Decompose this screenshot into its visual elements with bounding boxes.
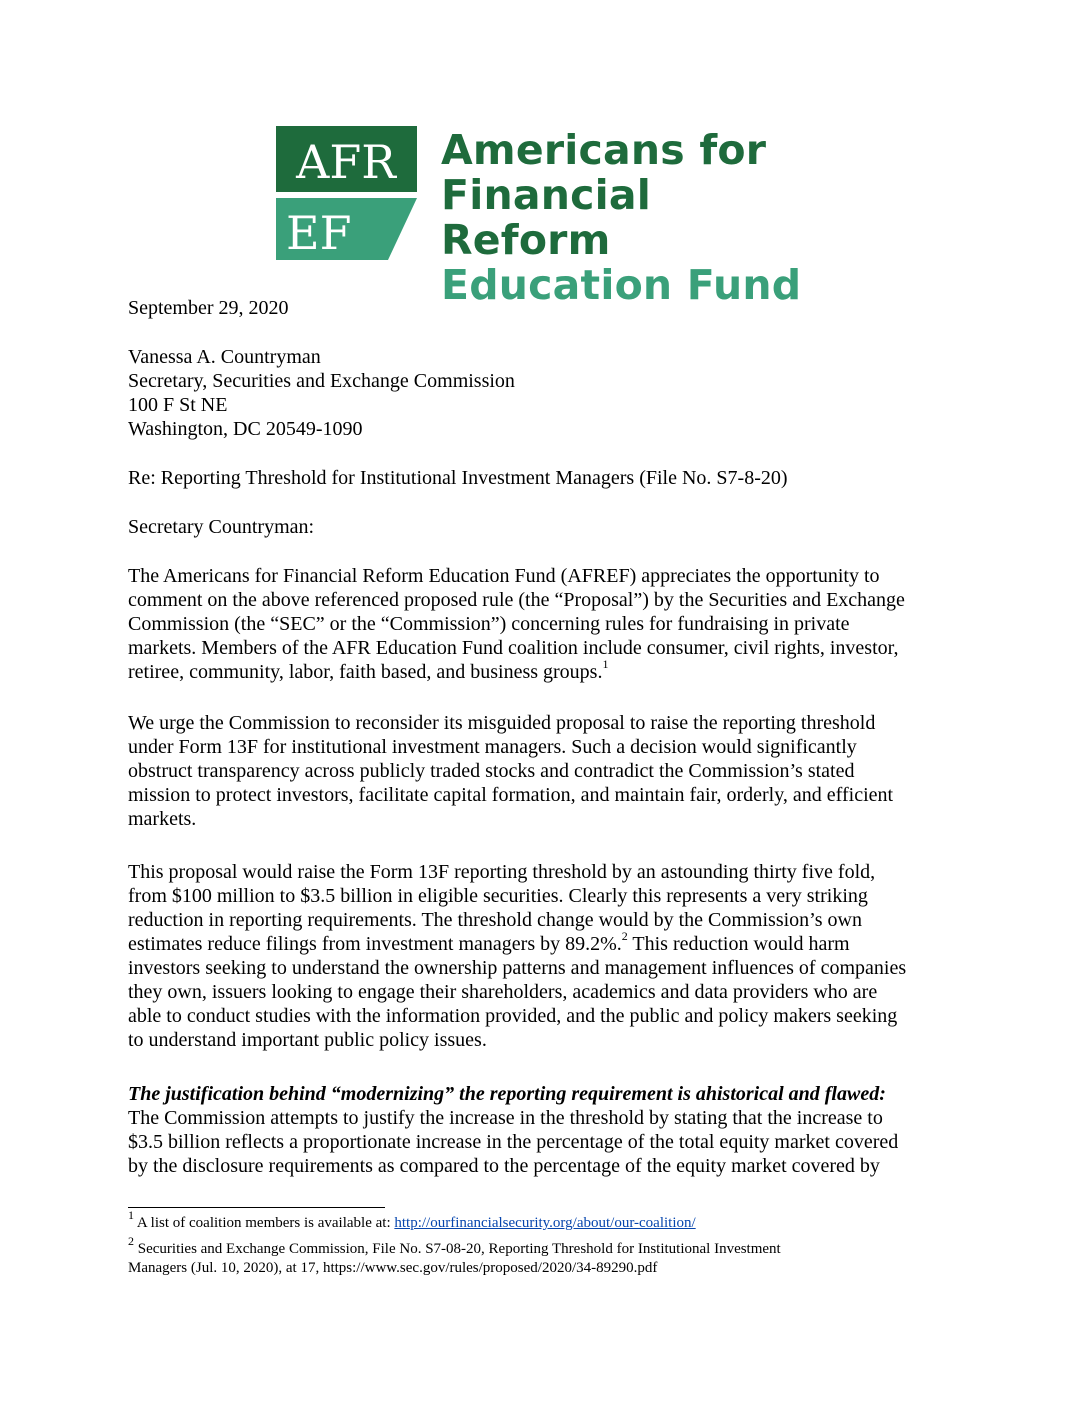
text-line: This proposal would raise the Form 13F reporting threshold by an astounding thirty five fold, — [128, 861, 876, 883]
afr-logo — [276, 126, 816, 309]
text-line: comment on the above referenced proposed rule (the “Proposal”) by the Securities and Exchange — [128, 589, 905, 611]
text-line — [128, 657, 968, 684]
text-line: The Americans for Financial Reform Education Fund (AFREF) appreciates the opportunity to — [128, 565, 880, 587]
text-line: able to conduct studies with the information provided, and the public and policy makers seeking — [128, 1005, 898, 1027]
paragraph-threshold — [128, 860, 968, 1052]
addressee-block — [128, 345, 968, 441]
footnote-line — [128, 1234, 968, 1259]
text-line: investors seeking to understand the ownership patterns and management influences of companies — [128, 957, 907, 979]
footnote-1 — [128, 1208, 968, 1233]
text-line: they own, issuers looking to engage their shareholders, academics and data providers who are — [128, 981, 878, 1003]
footnote-ref-1[interactable]: 1 — [602, 657, 609, 672]
logo-line-education-fund: Education Fund — [441, 261, 802, 309]
logo-afr-text: AFR — [296, 135, 396, 189]
paragraph-intro — [128, 564, 968, 684]
salutation: Secretary Countryman: — [128, 516, 315, 538]
text-line: $3.5 billion reflects a proportionate increase in the percentage of the total equity market covered — [128, 1131, 899, 1153]
addressee-line: Vanessa A. Countryman — [128, 346, 321, 368]
addressee-line: Secretary, Securities and Exchange Commission — [128, 370, 515, 392]
section-justification — [128, 1082, 968, 1178]
text-line-content: estimates reduce filings from investment managers by 89.2%. — [128, 933, 622, 955]
footnote-divider — [128, 1207, 385, 1208]
footnote-line: Managers (Jul. 10, 2020), at 17, https://www.sec.gov/rules/proposed/2020/34-89290.pdf — [128, 1260, 658, 1276]
re-line: Re: Reporting Threshold for Institutional Investment Managers (File No. S7-8-20) — [128, 467, 788, 489]
letter-date: September 29, 2020 — [128, 297, 289, 319]
footnote-mark: 2 — [128, 1234, 134, 1248]
logo-line-americans: Americans for — [441, 126, 767, 174]
addressee-line: Washington, DC 20549-1090 — [128, 418, 363, 440]
afr-ef-logo-mark — [276, 126, 426, 262]
text-line-content: retiree, community, labor, faith based, and business groups. — [128, 661, 603, 683]
footnote-text: A list of coalition members is available at: — [134, 1215, 395, 1231]
text-line: by the disclosure requirements as compared to the percentage of the equity market covered by — [128, 1155, 880, 1177]
footnote-2 — [128, 1234, 968, 1278]
text-line: The Commission attempts to justify the increase in the threshold by stating that the increase to — [128, 1107, 883, 1129]
text-line: mission to protect investors, facilitate capital formation, and maintain fair, orderly, and efficient — [128, 784, 894, 806]
text-line: to understand important public policy issues. — [128, 1029, 487, 1051]
text-line — [128, 929, 968, 956]
footnote-mark: 1 — [128, 1208, 134, 1222]
text-line: markets. — [128, 808, 197, 830]
text-line: under Form 13F for institutional investment managers. Such a decision would significantly — [128, 736, 857, 758]
text-line-tail: This reduction would harm — [627, 933, 850, 955]
text-line: We urge the Commission to reconsider its misguided proposal to raise the reporting threshold — [128, 712, 876, 734]
addressee-line: 100 F St NE — [128, 394, 228, 416]
paragraph-urge — [128, 711, 968, 831]
text-line: reduction in reporting requirements. The threshold change would by the Commission’s own — [128, 909, 862, 931]
text-line: markets. Members of the AFR Education Fund coalition include consumer, civil rights, investor, — [128, 637, 899, 659]
logo-wordmark — [441, 128, 816, 308]
footnote-ref-2[interactable]: 2 — [621, 929, 628, 944]
text-line: from $100 million to $3.5 billion in eligible securities. Clearly this represents a very striking — [128, 885, 868, 907]
logo-line-financial-reform: Financial Reform — [441, 171, 651, 264]
text-line: obstruct transparency across publicly traded stocks and contradict the Commission’s stated — [128, 760, 855, 782]
coalition-link[interactable]: http://ourfinancialsecurity.org/about/our-coalition/ — [394, 1215, 696, 1231]
text-line: Commission (the “SEC” or the “Commission”) concerning rules for fundraising in private — [128, 613, 850, 635]
logo-ef-text: EF — [286, 206, 352, 260]
section-heading: The justification behind “modernizing” the reporting requirement is ahistorical and flawed: — [128, 1083, 886, 1105]
footnote-text: Securities and Exchange Commission, File No. S7-08-20, Reporting Threshold for Institutional Investment — [134, 1241, 781, 1257]
